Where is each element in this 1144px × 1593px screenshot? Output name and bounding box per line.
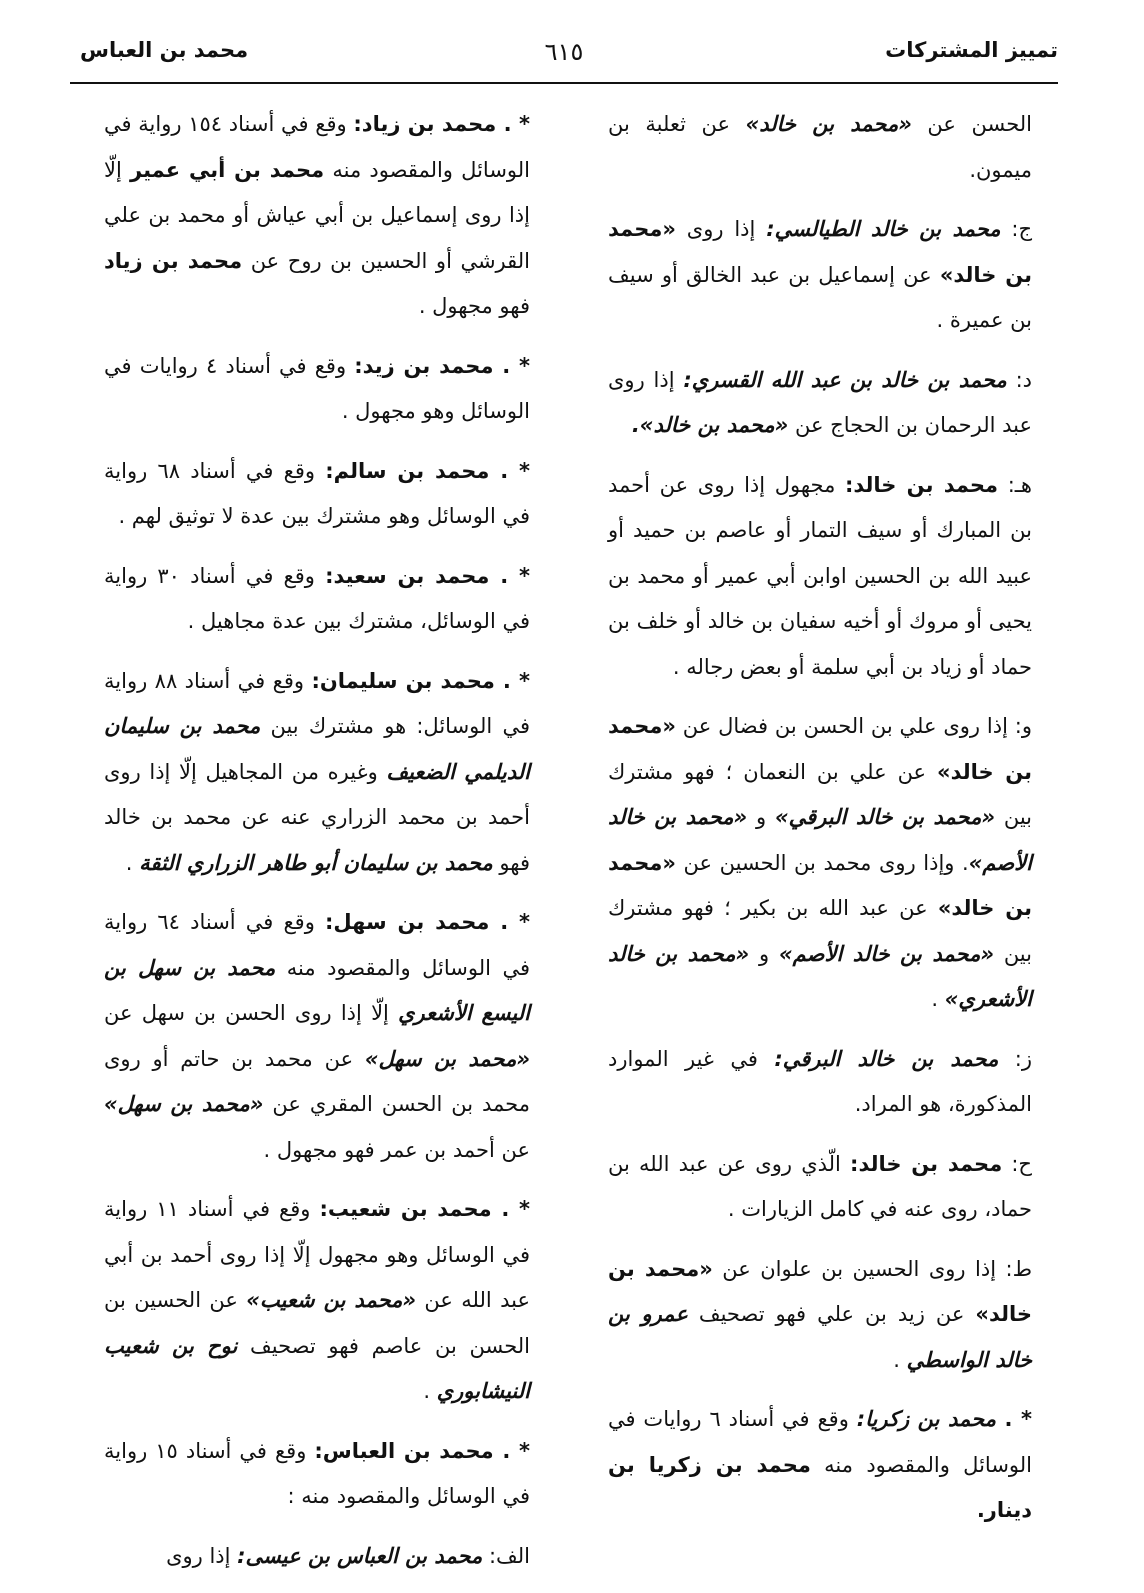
book-title: تمييز المشتركات: [885, 38, 1058, 62]
entry-term: «محمد بن خالد الأشعري»: [608, 941, 1032, 1011]
entry-paragraph: [608, 704, 1032, 1023]
entry-text: عن الحسين بن الحسن بن عاصم فهو تصحيف: [104, 1288, 530, 1358]
entry-term: محمد بن خالد بن عبد الله القسري:: [683, 367, 1007, 392]
entry-paragraph: [608, 463, 1032, 691]
entry-term: محمد بن العباس بن عيسى:: [237, 1543, 483, 1568]
entry-text: وقع في أسناد ١٥ رواية في الوسائل والمقصود منه :: [104, 1438, 530, 1508]
entry-text: وقع في أسناد ١٥٤ رواية في الوسائل والمقصود منه: [104, 112, 530, 182]
entry-text: إلّا إذا روى إسماعيل بن أبي عياش أو محمد بن علي القرشي أو الحسين بن روح عن: [104, 157, 530, 273]
entry-term: محمد بن سليمان الديلمي الضعيف: [104, 714, 530, 784]
page-number: ٦١٥: [544, 38, 584, 66]
entry-text: إذا روى عبد الرحمان بن الحجاج عن: [608, 367, 1032, 437]
entry-term: محمد بن أبي عمير: [130, 157, 325, 182]
entry-term: «محمد بن خالد»: [608, 1256, 1032, 1326]
entry-text: وقع في أسناد ٦٤ رواية في الوسائل والمقصود منه: [104, 910, 530, 980]
entry-text: ح:: [1002, 1151, 1032, 1176]
entry-text: الّذي روى عن عبد الله بن حماد، روى عنه في كامل الزيارات .: [608, 1151, 1032, 1221]
entry-paragraph: [104, 449, 530, 540]
entry-term: «محمد بن سهل»: [104, 1092, 264, 1116]
entry-text: و: [749, 941, 780, 966]
entry-term: محمد بن سالم:: [325, 458, 501, 483]
entry-text: و: [747, 805, 775, 829]
entry-term: محمد بن سليمان أبو طاهر الزراري الثقة: [139, 850, 493, 875]
entry-text: مجهول إذا روى عن أحمد بن المبارك أو سيف التمار أو عاصم بن حميد أو عبيد الله بن الحسين اوابن أبي عمير أو محمد بن يحيى أو مروك أو أخيه سفيان بن خالد أو خلف بن حماد أو زياد بن أبي سلمة أو بعض رجاله .: [608, 472, 1032, 679]
entry-term: «محمد بن خالد الأصم»: [608, 805, 1032, 875]
entry-text: .: [893, 1347, 907, 1372]
entry-text: وقع في أسناد ٦ روايات في الوسائل والمقصود منه: [608, 1407, 1033, 1477]
entry-term: «محمد بن خالد».: [631, 413, 789, 437]
entry-bullet: * .: [503, 112, 530, 136]
entry-term: محمد بن زياد: [104, 248, 243, 273]
entry-text: ز:: [998, 1046, 1032, 1071]
entry-text: وقع في أسناد ٣٠ رواية في الوسائل، مشترك بين عدة مجاهيل .: [104, 563, 530, 633]
entry-bullet: * .: [502, 668, 530, 693]
entry-term: محمد بن العباس:: [314, 1438, 503, 1463]
entry-paragraph: [608, 358, 1032, 449]
entry-text: وقع في أسناد ١١ رواية في الوسائل وهو مجهول إلّا إذا روى أحمد بن أبي عبد الله عن: [104, 1197, 530, 1312]
entry-text: إلّا إذا روى الحسن بن سهل عن: [104, 1001, 399, 1025]
entry-paragraph: [104, 554, 530, 645]
entry-term: «محمد بن شعيب»: [246, 1288, 417, 1312]
entry-text: د:: [1006, 367, 1032, 392]
entry-text: عن علي بن النعمان ؛ فهو مشترك بين: [608, 759, 1032, 829]
entry-text: في غير الموارد المذكورة، هو المراد.: [608, 1046, 1032, 1116]
entry-term: محمد بن خالد:: [850, 1151, 1003, 1176]
entry-text: .: [423, 1379, 437, 1403]
entry-text: الف:: [482, 1543, 530, 1568]
entry-term: «محمد بن خالد»: [608, 217, 1033, 287]
entry-text: وقع في أسناد ٤ روايات في الوسائل وهو مجهول .: [104, 353, 530, 423]
entry-term: محمد بن سهل بن اليسع الأشعري: [104, 955, 531, 1025]
page-header: [70, 30, 1058, 84]
entry-bullet: * .: [500, 563, 530, 588]
entry-term: محمد بن زياد:: [353, 112, 504, 136]
entry-text: و: إذا روى علي بن الحسن بن فضال عن: [675, 714, 1032, 738]
entry-text: إذا روى: [675, 217, 767, 241]
left-text-column: [104, 102, 530, 1593]
entry-term: محمد بن سعيد:: [325, 563, 501, 588]
entry-bullet: * .: [500, 910, 530, 934]
entry-paragraph: [104, 1429, 530, 1520]
entry-paragraph: [608, 102, 1032, 193]
entry-text: . وإذا روى محمد بن الحسين عن: [675, 850, 969, 875]
entry-bullet: * .: [502, 353, 530, 378]
entry-term: «محمد بن خالد الأصم»: [779, 941, 994, 966]
entry-term: عمرو بن خالد الواسطي: [608, 1302, 1032, 1372]
section-title: محمد بن العباس: [80, 38, 249, 62]
entry-term: «محمد بن خالد»: [745, 112, 912, 136]
entry-text: الحسن عن: [911, 112, 1033, 136]
entry-term: محمد بن زكريا:: [856, 1407, 1005, 1431]
entry-text: وقع في أسناد ٨٨ رواية في الوسائل: هو مشترك بين: [104, 668, 530, 738]
entry-term: محمد بن خالد:: [844, 472, 999, 497]
entry-text: عن أحمد بن عمر فهو مجهول .: [263, 1137, 530, 1162]
entry-bullet: * .: [501, 1197, 530, 1221]
entry-text: ط: إذا روى الحسين بن علوان عن: [712, 1256, 1032, 1281]
entry-term: محمد بن زيد:: [354, 353, 503, 378]
entry-text: وقع في أسناد ٦٨ رواية في الوسائل وهو مشترك بين عدة لا توثيق لهم .: [104, 458, 530, 528]
entry-term: نوح بن شعيب النيشابوري: [104, 1333, 530, 1403]
entry-text: هـ:: [998, 472, 1032, 497]
entry-paragraph: [608, 1142, 1032, 1233]
entry-text: عن ثعلبة بن ميمون.: [608, 112, 1032, 182]
entry-paragraph: [608, 1037, 1032, 1128]
entry-text: ج:: [1000, 217, 1032, 241]
entry-term: محمد بن سهل:: [325, 910, 501, 934]
entry-paragraph: [608, 1397, 1032, 1534]
entry-term: محمد بن خالد البرقي:: [774, 1046, 999, 1071]
entry-term: «محمد بن خالد»: [608, 850, 1032, 920]
entry-term: محمد بن خالد الطيالسي:: [766, 217, 1001, 241]
entry-text: عن عبد الله بن بكير ؛ فهو مشترك بين: [608, 896, 1032, 966]
entry-paragraph: [104, 102, 530, 330]
entry-text: عن إسماعيل بن عبد الخالق أو سيف بن عميرة .: [608, 262, 1032, 332]
entry-text: إذا روى: [166, 1543, 238, 1568]
entry-paragraph: [608, 207, 1032, 344]
entry-term: محمد بن شعيب:: [319, 1197, 502, 1221]
entry-bullet: * .: [502, 1438, 530, 1463]
entry-bullet: * .: [500, 458, 531, 483]
entry-paragraph: [104, 1187, 530, 1415]
entry-paragraph: [104, 1534, 530, 1580]
entry-term: «محمد بن خالد البرقي»: [775, 805, 995, 829]
entry-term: «محمد بن سهل»: [364, 1046, 530, 1071]
entry-paragraph: [608, 1247, 1032, 1384]
entry-text: عن زيد بن علي فهو تصحيف: [687, 1302, 976, 1326]
entry-paragraph: [104, 900, 530, 1173]
entry-text: .: [931, 987, 945, 1011]
entry-text: وغيره من المجاهيل إلّا إذا روى أحمد بن محمد الزراري عنه عن محمد بن خالد فهو: [104, 759, 530, 875]
entry-paragraph: [104, 659, 530, 887]
entry-text: فهو مجهول .: [418, 294, 530, 318]
entry-paragraph: [104, 344, 530, 435]
right-text-column: [608, 102, 1032, 1548]
entry-text: عن محمد بن حاتم أو روى محمد بن الحسن المقري عن: [104, 1046, 530, 1116]
entry-term: «محمد بن خالد»: [608, 714, 1032, 784]
entry-term: محمد بن سليمان:: [311, 668, 503, 693]
entry-text: .: [125, 850, 140, 875]
entry-bullet: * .: [1004, 1407, 1032, 1431]
entry-term: محمد بن زكريا بن دينار.: [608, 1452, 1032, 1522]
